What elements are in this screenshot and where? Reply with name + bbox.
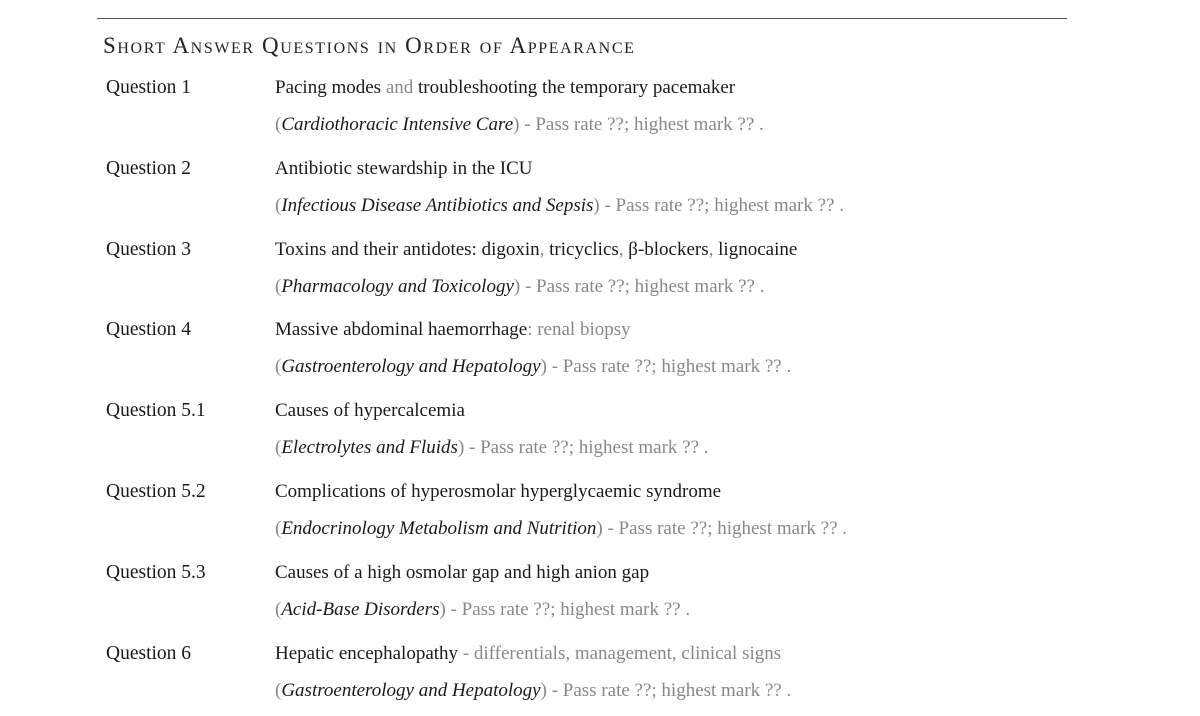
question-stats: - Pass rate ??; highest mark ?? .	[546, 679, 792, 701]
title-part: Toxins and their antidotes: digoxin	[275, 238, 540, 260]
question-label: Question 6	[106, 642, 192, 664]
question-label: Question 5.1	[106, 400, 206, 422]
question-label: Question 4	[106, 319, 192, 341]
question-stats: - Pass rate ??; highest mark ?? .	[520, 275, 765, 297]
title-part: - differentials, management, clinical signs	[458, 642, 782, 664]
title-part: Hepatic encephalopathy	[275, 642, 459, 664]
question-meta: (Electrolytes and Fluids) - Pass rate ??; highest mark ?? .	[275, 437, 709, 459]
title-part: troubleshooting the temporary pacemaker	[413, 77, 736, 98]
question-topic: Acid-Base Disorders	[281, 598, 440, 620]
question-stats: - Pass rate ??; highest mark ?? .	[445, 598, 691, 620]
question-title	[275, 562, 649, 584]
title-part: lignocaine	[713, 238, 798, 260]
title-part: and	[385, 77, 414, 98]
question-label: Question 5.3	[106, 561, 206, 583]
question-item	[0, 393, 1200, 474]
title-part: Antibiotic stewardship in the ICU	[275, 157, 533, 179]
title-part: Causes of a high osmolar gap and high anion gap	[275, 561, 650, 583]
question-item	[0, 636, 1200, 716]
question-title	[275, 481, 721, 503]
question-meta: (Endocrinology Metabolism and Nutrition) - Pass rate ??; highest mark ?? .	[275, 517, 848, 539]
question-label: Question 2	[106, 157, 192, 179]
title-part: Massive abdominal haemorrhage	[275, 319, 528, 341]
question-stats: - Pass rate ??; highest mark ?? .	[599, 194, 844, 216]
question-item	[0, 555, 1200, 636]
title-part: Pacing modes	[275, 77, 386, 98]
question-label: Question 5.2	[106, 480, 206, 502]
question-item	[0, 232, 1200, 313]
title-part: ,	[618, 238, 624, 260]
title-part: ,	[539, 238, 545, 260]
question-label: Question 3	[106, 238, 192, 260]
question-stats: - Pass rate ??; highest mark ?? .	[602, 517, 848, 539]
title-part: β-blockers	[623, 238, 709, 260]
question-item	[0, 70, 1200, 151]
question-title	[275, 319, 631, 341]
title-part: : renal biopsy	[527, 319, 631, 341]
question-title	[275, 77, 735, 99]
question-meta: (Acid-Base Disorders) - Pass rate ??; highest mark ?? .	[275, 598, 691, 620]
question-topic: Endocrinology Metabolism and Nutrition	[281, 517, 597, 539]
question-title	[275, 239, 797, 261]
question-meta: (Pharmacology and Toxicology) - Pass rate ??; highest mark ?? .	[275, 275, 765, 297]
top-rule	[97, 18, 1067, 19]
question-item	[0, 312, 1200, 393]
question-meta: (Cardiothoracic Intensive Care) - Pass rate ??; highest mark ?? .	[275, 114, 764, 135]
question-meta: (Gastroenterology and Hepatology) - Pass rate ??; highest mark ?? .	[275, 356, 792, 378]
question-topic: Gastroenterology and Hepatology	[281, 356, 541, 378]
question-title	[275, 158, 533, 180]
question-title	[275, 400, 465, 422]
question-stats: - Pass rate ??; highest mark ?? .	[464, 437, 709, 459]
question-stats: - Pass rate ??; highest mark ?? .	[546, 356, 792, 378]
question-title	[275, 643, 781, 665]
question-topic: Infectious Disease Antibiotics and Sepsis	[281, 194, 594, 216]
question-item	[0, 151, 1200, 232]
question-meta: (Infectious Disease Antibiotics and Sepsis) - Pass rate ??; highest mark ?? .	[275, 194, 844, 216]
question-label: Question 1	[106, 77, 192, 98]
question-meta: (Gastroenterology and Hepatology) - Pass rate ??; highest mark ?? .	[275, 679, 792, 701]
question-stats: - Pass rate ??; highest mark ?? .	[519, 114, 764, 135]
title-part: Causes of hypercalcemia	[275, 400, 465, 422]
section-heading: Short Answer Questions in Order of Appearance	[103, 33, 636, 58]
question-topic: Pharmacology and Toxicology	[281, 275, 514, 297]
question-item	[0, 474, 1200, 555]
question-list	[0, 70, 1200, 716]
question-topic: Cardiothoracic Intensive Care	[281, 114, 514, 135]
title-part: Complications of hyperosmolar hyperglycaemic syndrome	[275, 480, 722, 502]
title-part: ,	[708, 238, 714, 260]
question-topic: Gastroenterology and Hepatology	[281, 679, 541, 701]
question-topic: Electrolytes and Fluids	[281, 437, 458, 459]
title-part: tricyclics	[544, 238, 619, 260]
